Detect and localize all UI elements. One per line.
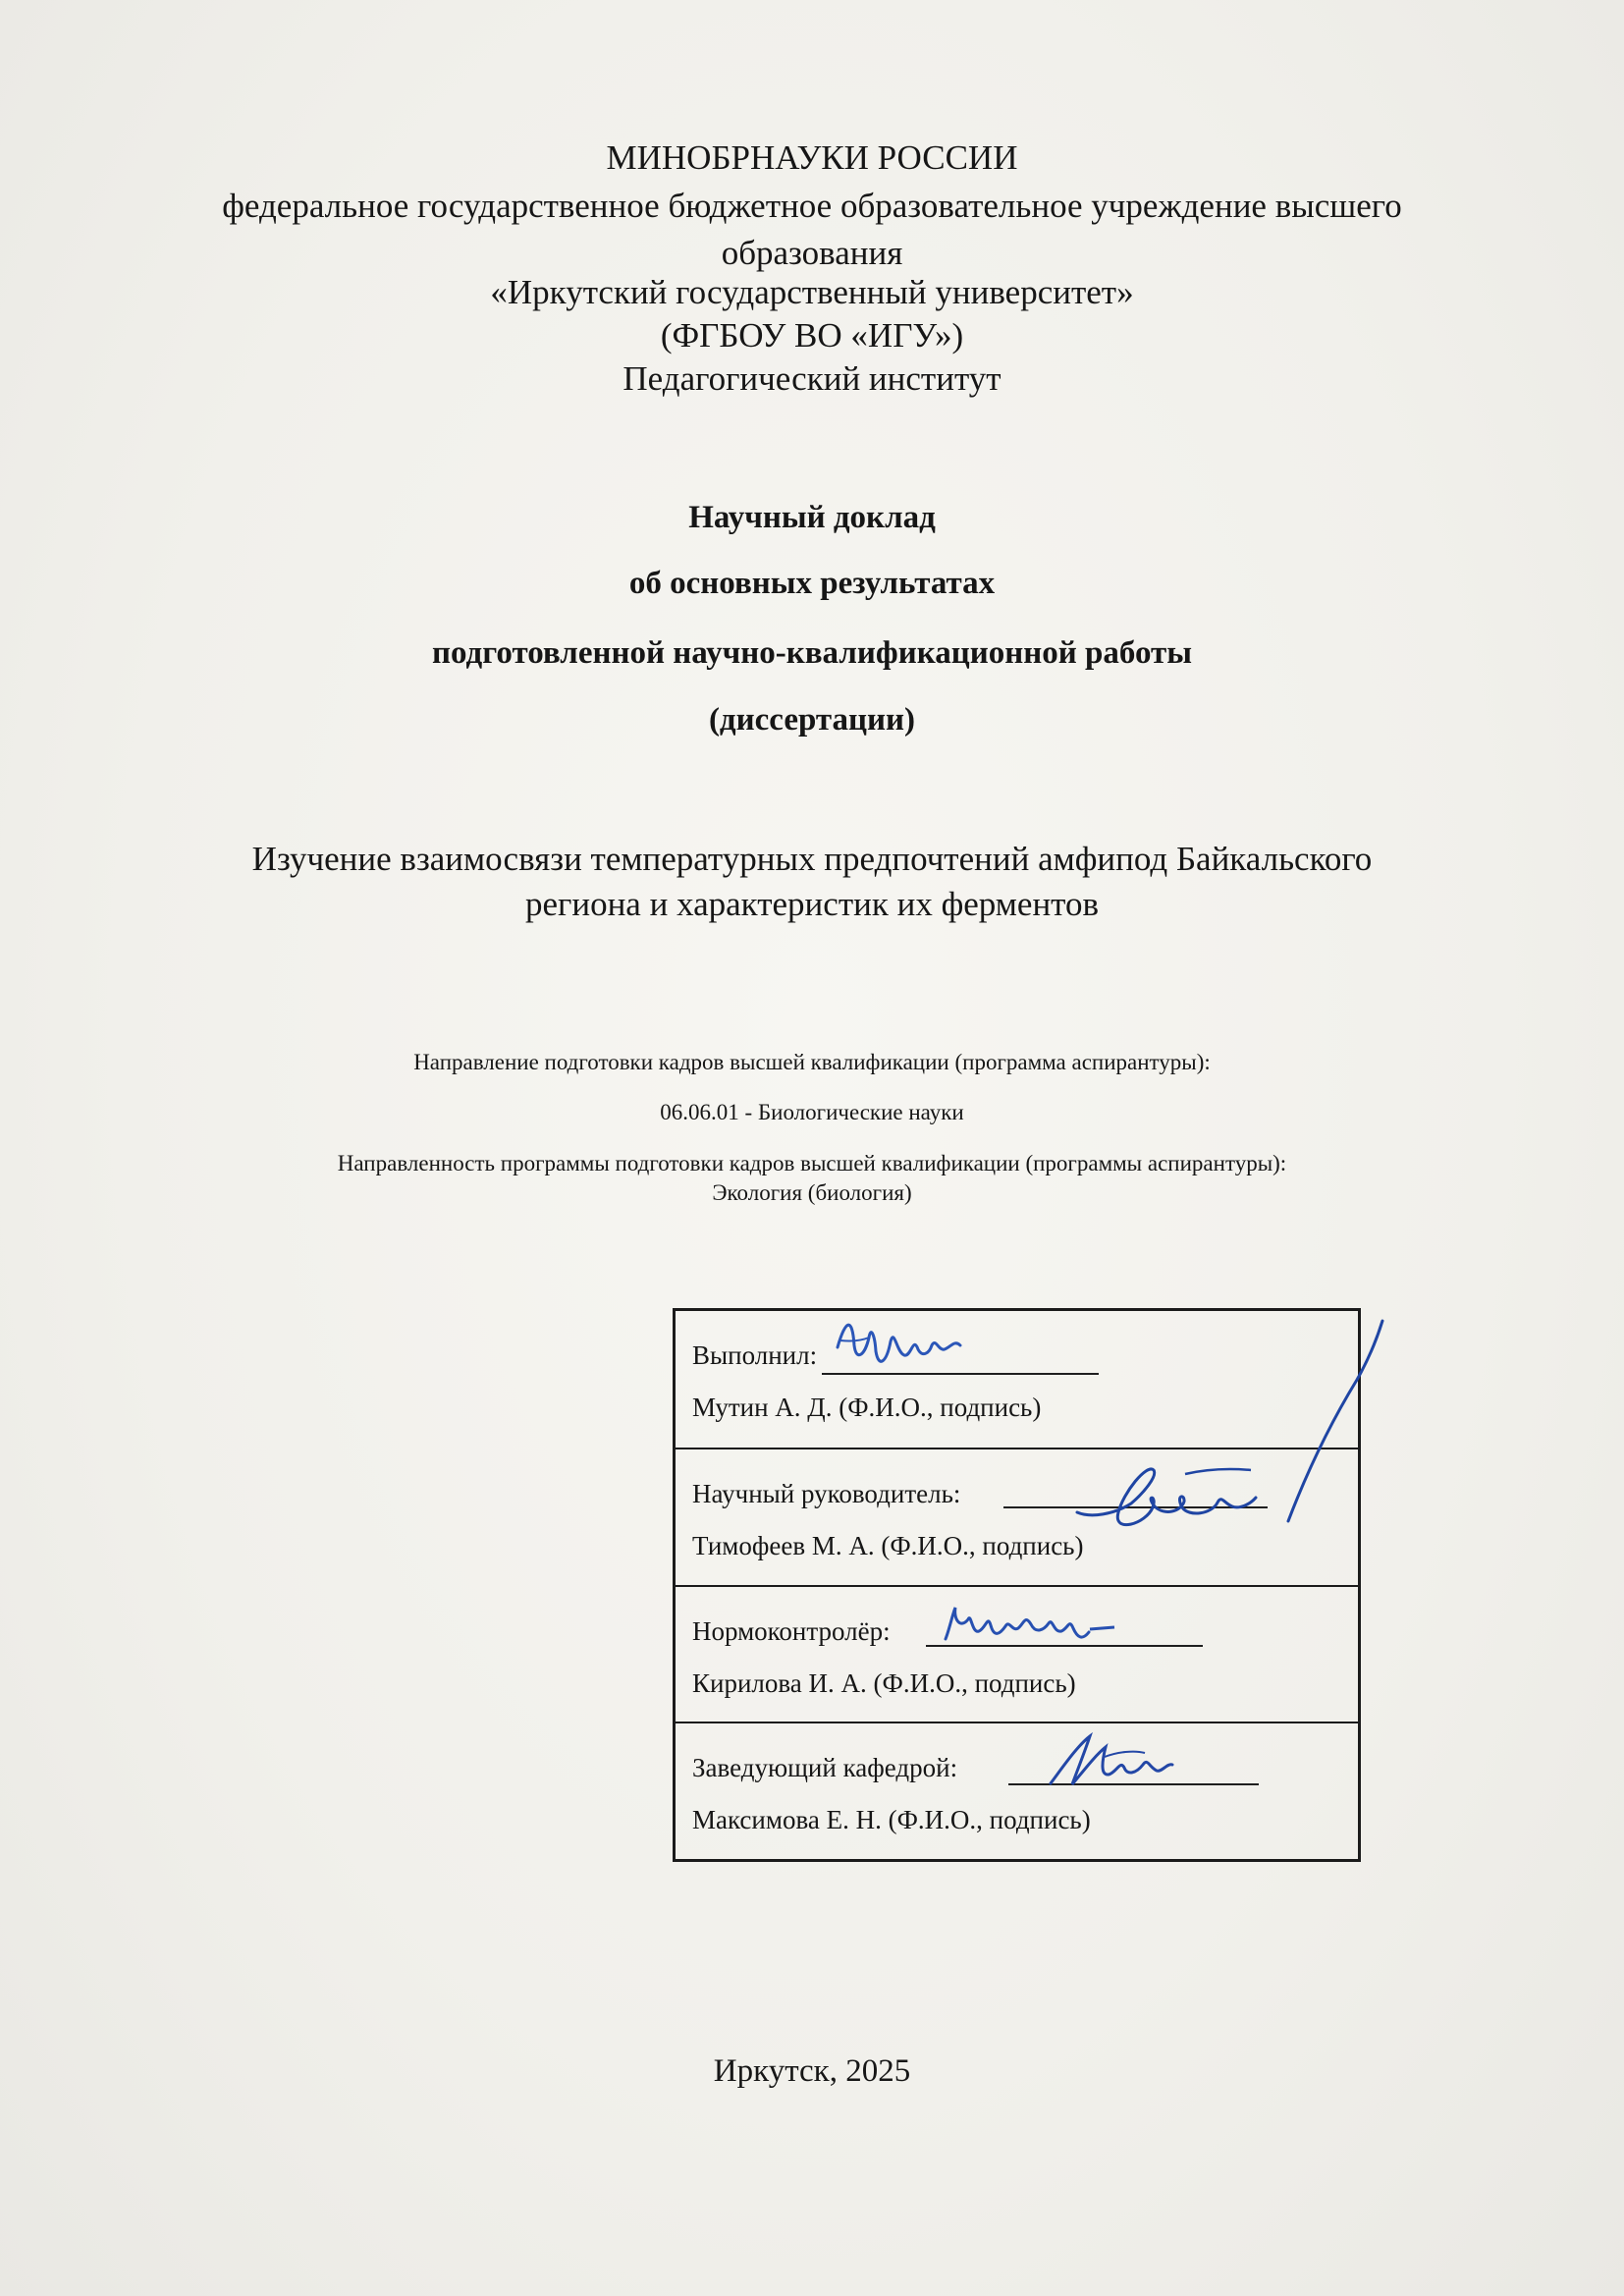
city-year: Иркутск, 2025 <box>713 2053 911 2089</box>
topic-line-1: Изучение взаимосвязи температурных предпочтений амфипод Байкальского <box>251 840 1373 878</box>
institution-line-1: федеральное государственное бюджетное образовательное учреждение высшего <box>222 187 1402 225</box>
university-name: «Иркутский государственный университет» <box>490 273 1134 311</box>
department-head-name: Максимова Е. Н. (Ф.И.О., подпись) <box>692 1805 1091 1834</box>
norm-controller-name: Кирилова И. А. (Ф.И.О., подпись) <box>692 1668 1076 1698</box>
report-title-line-2: об основных результатах <box>628 566 996 601</box>
direction-value: 06.06.01 - Биологические науки <box>660 1100 964 1124</box>
norm-controller-role-label: Нормоконтролёр: <box>692 1616 891 1646</box>
institute-name: Педагогический институт <box>623 359 1001 398</box>
direction-label: Направление подготовки кадров высшей квалификации (программа аспирантуры): <box>413 1050 1211 1074</box>
norm-controller-signature-mark <box>939 1600 1135 1655</box>
department-head-signature-mark <box>1043 1729 1180 1793</box>
focus-label: Направленность программы подготовки кадров высшей квалификации (программы аспирантуры): <box>337 1151 1287 1175</box>
signature-cell-norm-controller <box>676 1585 1358 1722</box>
signature-cell-supervisor <box>676 1448 1358 1584</box>
report-title-line-1: Научный доклад <box>688 500 936 535</box>
ministry-title: МИНОБРНАУКИ РОССИИ <box>606 138 1018 177</box>
signature-cell-department-head <box>676 1722 1358 1858</box>
supervisor-signature-mark <box>1073 1317 1407 1562</box>
institution-line-2: образования <box>721 234 903 272</box>
signature-table <box>673 1308 1361 1862</box>
university-abbreviation: (ФГБОУ ВО «ИГУ») <box>660 316 964 355</box>
author-role-label: Выполнил: <box>692 1340 818 1370</box>
author-signature-mark <box>828 1308 975 1377</box>
topic-line-2: региона и характеристик их ферментов <box>524 885 1100 923</box>
author-name: Мутин А. Д. (Ф.И.О., подпись) <box>692 1393 1042 1422</box>
report-title-line-3: подготовленной научно-квалификационной работы <box>431 635 1193 671</box>
supervisor-role-label: Научный руководитель: <box>692 1479 961 1508</box>
focus-value: Экология (биология) <box>712 1180 912 1205</box>
department-head-role-label: Заведующий кафедрой: <box>692 1753 958 1782</box>
supervisor-name: Тимофеев М. А. (Ф.И.О., подпись) <box>692 1531 1084 1560</box>
report-title-line-4: (диссертации) <box>708 702 916 738</box>
